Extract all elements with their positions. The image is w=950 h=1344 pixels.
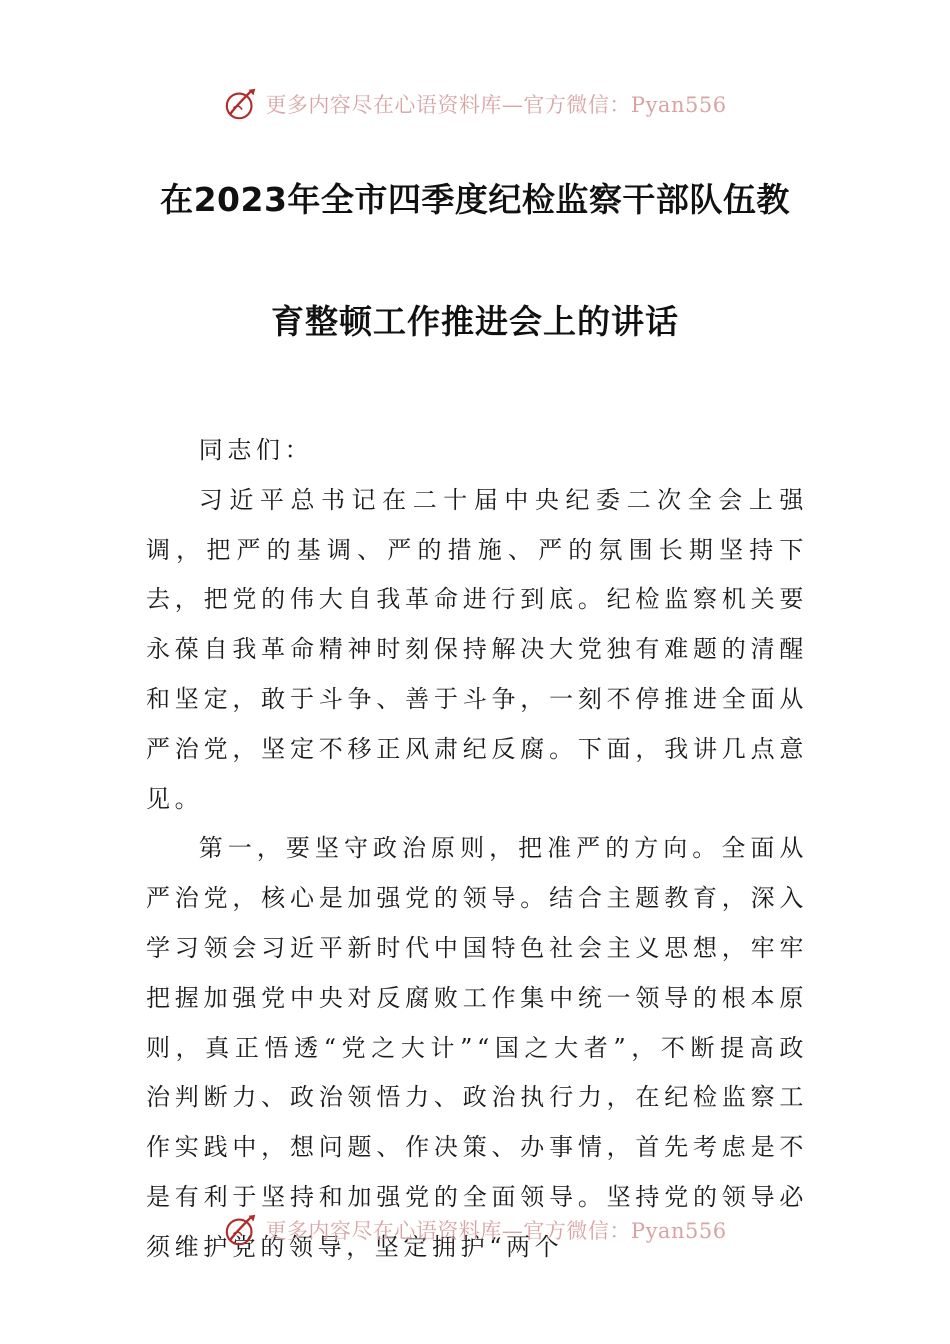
body-paragraph: 习近平总书记在二十届中央纪委二次全会上强调，把严的基调、严的措施、严的氛围长期坚持下去，把党的伟大自我革命进行到底。纪检监察机关要永葆自我革命精神时刻保持解决大党独有难题的清醒和坚定，敢于斗争、善于斗争，一刻不停推进全面从严治党，坚定不移正风肃纪反腐。下面，我讲几点意见。 [146,485,808,813]
document-title-line-1: 在2023年全市四季度纪检监察干部队伍教 [160,180,790,219]
watermark-banner-top [0,82,950,126]
watermark-banner-bottom [0,1208,950,1252]
pen-logo-icon [223,1211,261,1249]
document-body [146,426,808,1273]
pen-logo-icon [223,85,261,123]
document-title-line-2: 育整顿工作推进会上的讲话 [271,302,679,341]
watermark-text: 更多内容尽在心语资料库—官方微信：Pyan556 [265,93,727,117]
salutation: 同志们： [198,436,314,464]
watermark-text: 更多内容尽在心语资料库—官方微信：Pyan556 [265,1219,727,1243]
body-paragraph: 第一，要坚守政治原则，把准严的方向。全面从严治党，核心是加强党的领导。结合主题教育，深入学习领会习近平新时代中国特色社会主义思想，牢牢把握加强党中央对反腐败工作集中统一领导的根本原则，真正悟透“党之大计”“国之大者”，不断提高政治判断力、政治领悟力、政治执行力，在纪检监察工作实践中，想问题、作决策、办事情，首先考虑是不是有利于坚持和加强党的全面领导。坚持党的领导必须维护党的领导，坚定拥护“两个 [146,834,808,1261]
